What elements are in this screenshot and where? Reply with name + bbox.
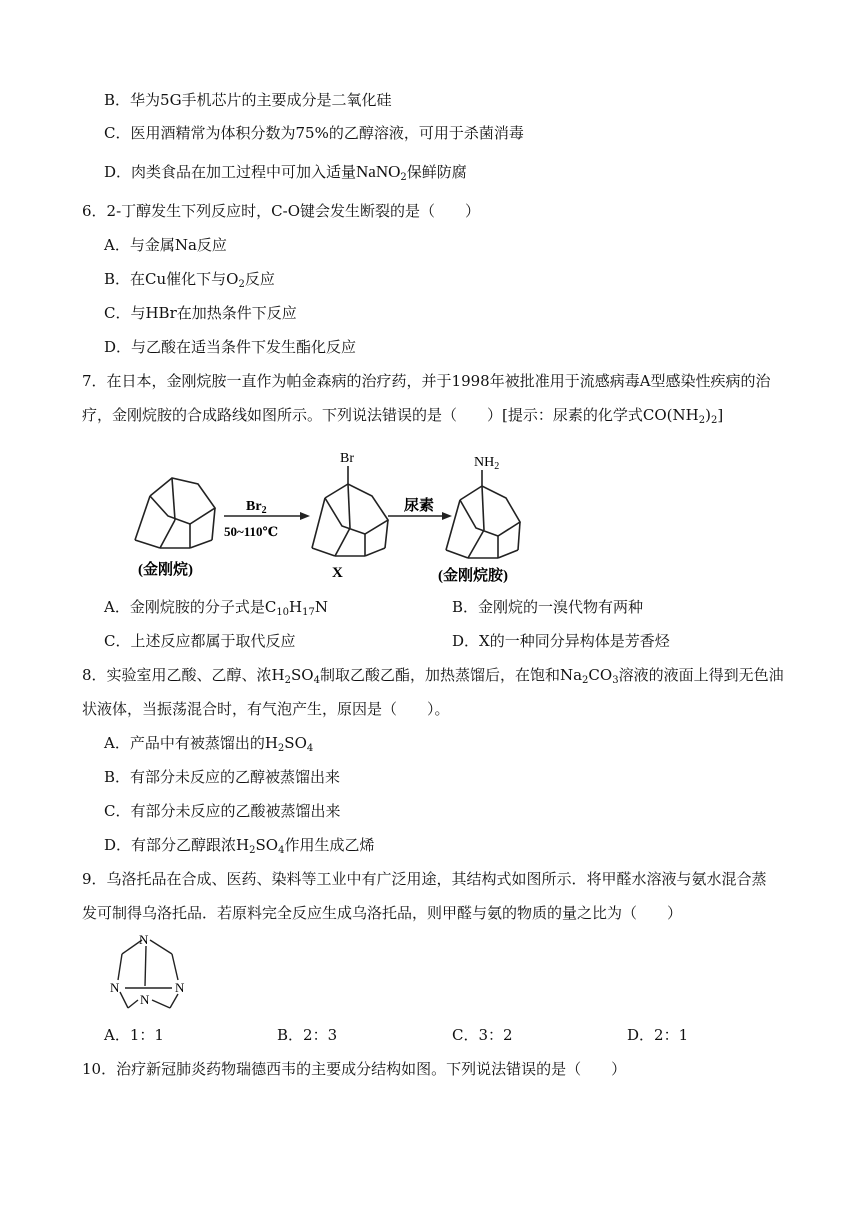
q7-stem-line2 — [82, 405, 723, 425]
q7-stem-sub2: 2 — [710, 415, 718, 426]
q8-stem-line2: 状液体，当振荡混合时，有气泡产生，原因是（ ）。 — [82, 700, 450, 718]
q8-stem-a: 8．实验室用乙酸、乙醇、浓H — [82, 666, 285, 684]
q7-stem-line1: 7．在日本，金刚烷胺一直作为帕金森病的治疗药，并于1998年被批准用于流感病毒A型感染性疾病的治 — [82, 372, 771, 390]
q8-stem-s4: 3 — [612, 675, 619, 686]
q7-stem-end: ] — [717, 406, 724, 424]
q6-stem: 6．2-丁醇发生下列反应时，C-O键会发生断裂的是（ ） — [82, 202, 481, 220]
q9-option-a: A．1：1 — [104, 1026, 164, 1044]
q7-option-d: D．X的一种同分异构体是芳香烃 — [452, 632, 670, 650]
q5-option-d-sub: 2 — [400, 172, 407, 183]
q8-option-a-text: A．产品中有被蒸馏出的H — [104, 734, 278, 752]
hexamine-n-top: N — [139, 932, 149, 947]
q8-option-d-sub2: 4 — [278, 845, 285, 856]
q7-stem-text: 疗，金刚烷胺的合成路线如图所示。下列说法错误的是（ ）[提示：尿素的化学式CO(NH — [82, 406, 699, 424]
q7-option-a-sub1: 10 — [276, 607, 290, 618]
q9-option-c: C．3：2 — [452, 1026, 513, 1044]
q7-reaction-scheme — [120, 448, 540, 588]
q8-stem-e: 溶液的液面上得到无色油 — [618, 666, 784, 684]
hexamine-n-left: N — [110, 980, 120, 995]
q8-option-b: B．有部分未反应的乙醇被蒸馏出来 — [104, 768, 341, 786]
q8-option-d-so: SO — [255, 836, 279, 854]
q6-option-d: D．与乙酸在适当条件下发生酯化反应 — [104, 338, 357, 356]
q5-option-d — [104, 162, 467, 182]
q7-option-b: B．金刚烷的一溴代物有两种 — [452, 598, 644, 616]
q8-stem-b: SO — [291, 666, 314, 684]
q8-option-d-tail: 作用生成乙烯 — [284, 836, 375, 854]
q8-option-d-sub1: 2 — [249, 845, 256, 856]
q9-stem-line2: 发可制得乌洛托品．若原料完全反应生成乌洛托品，则甲醛与氨的物质的量之比为（ ） — [82, 904, 683, 922]
reaction-condition: 50~110℃ — [224, 524, 279, 539]
reaction-arrow-1-head — [300, 512, 310, 520]
q6-option-b-sub: 2 — [238, 279, 245, 290]
q5-option-d-formula: NaNO — [356, 162, 401, 181]
q7-option-a-text: A．金刚烷胺的分子式是C — [104, 598, 277, 616]
q6-option-b-text: B．在Cu催化下与O — [104, 270, 239, 288]
q7-stem-paren: ) — [705, 406, 711, 424]
q8-option-a-sub2: 4 — [306, 743, 314, 754]
amantadine-structure — [446, 470, 520, 558]
label-adamantane: (金刚烷) — [138, 562, 193, 578]
q8-stem-s1: 2 — [284, 675, 292, 686]
label-amantadine: (金刚烷胺) — [438, 568, 508, 584]
q8-stem-s2: 4 — [313, 675, 320, 686]
q9-option-d: D．2：1 — [627, 1026, 689, 1044]
q5-option-b: B．华为5G手机芯片的主要成分是二氧化硅 — [104, 91, 392, 109]
reagent-br2 — [246, 499, 267, 516]
q7-option-a-sub2: 17 — [302, 607, 315, 618]
q6-option-a: A．与金属Na反应 — [104, 236, 227, 254]
q8-stem-line1 — [82, 665, 784, 685]
q8-stem-d: CO — [588, 666, 613, 684]
q7-option-a-n: N — [314, 598, 328, 616]
q6-option-c: C．与HBr在加热条件下反应 — [104, 304, 297, 322]
q7-stem-sub1: 2 — [698, 415, 706, 426]
q8-option-a-so: SO — [284, 734, 307, 752]
substituent-nh2-text: NH — [474, 455, 495, 470]
substituent-br: Br — [340, 451, 354, 466]
q6-option-b-tail: 反应 — [244, 270, 275, 288]
q7-option-c: C．上述反应都属于取代反应 — [104, 632, 296, 650]
bromoadamantane-structure — [312, 466, 388, 556]
q5-option-d-tail: 保鲜防腐 — [406, 163, 467, 181]
q5-option-c: C．医用酒精常为体积分数为75%的乙醇溶液，可用于杀菌消毒 — [104, 124, 524, 142]
q9-stem-line1: 9．乌洛托品在合成、医药、染料等工业中有广泛用途，其结构式如图所示．将甲醛水溶液与氨水混合蒸 — [82, 870, 767, 888]
reagent-br2-text: Br — [246, 499, 262, 514]
q7-option-a-h: H — [289, 598, 303, 616]
substituent-nh2 — [474, 455, 499, 472]
reagent-urea: 尿素 — [404, 498, 435, 514]
q7-option-a — [104, 597, 328, 617]
q8-option-c: C．有部分未反应的乙酸被蒸馏出来 — [104, 802, 341, 820]
hexamine-n-right: N — [175, 980, 185, 995]
q8-option-a — [104, 733, 313, 753]
q8-stem-s3: 2 — [582, 675, 589, 686]
label-x: X — [332, 565, 343, 581]
q9-hexamine-structure — [100, 928, 200, 1020]
q8-option-a-sub1: 2 — [277, 743, 285, 754]
q9-option-b: B．2：3 — [277, 1026, 338, 1044]
hexamine-n-center: N — [140, 992, 150, 1007]
adamantane-structure — [135, 478, 215, 548]
q6-option-b — [104, 269, 275, 289]
q10-stem: 10．治疗新冠肺炎药物瑞德西韦的主要成分结构如图。下列说法错误的是（ ） — [82, 1060, 627, 1078]
reagent-br2-sub: 2 — [261, 505, 267, 516]
q8-stem-c: 制取乙酸乙酯，加热蒸馏后，在饱和Na — [319, 666, 583, 684]
q8-option-d-text: D．有部分乙醇跟浓H — [104, 836, 250, 854]
q8-option-d — [104, 835, 374, 855]
substituent-nh2-sub: 2 — [494, 461, 500, 472]
reaction-arrow-2-head — [442, 512, 452, 520]
q5-option-d-text: D．肉类食品在加工过程中可加入适量 — [104, 163, 357, 181]
